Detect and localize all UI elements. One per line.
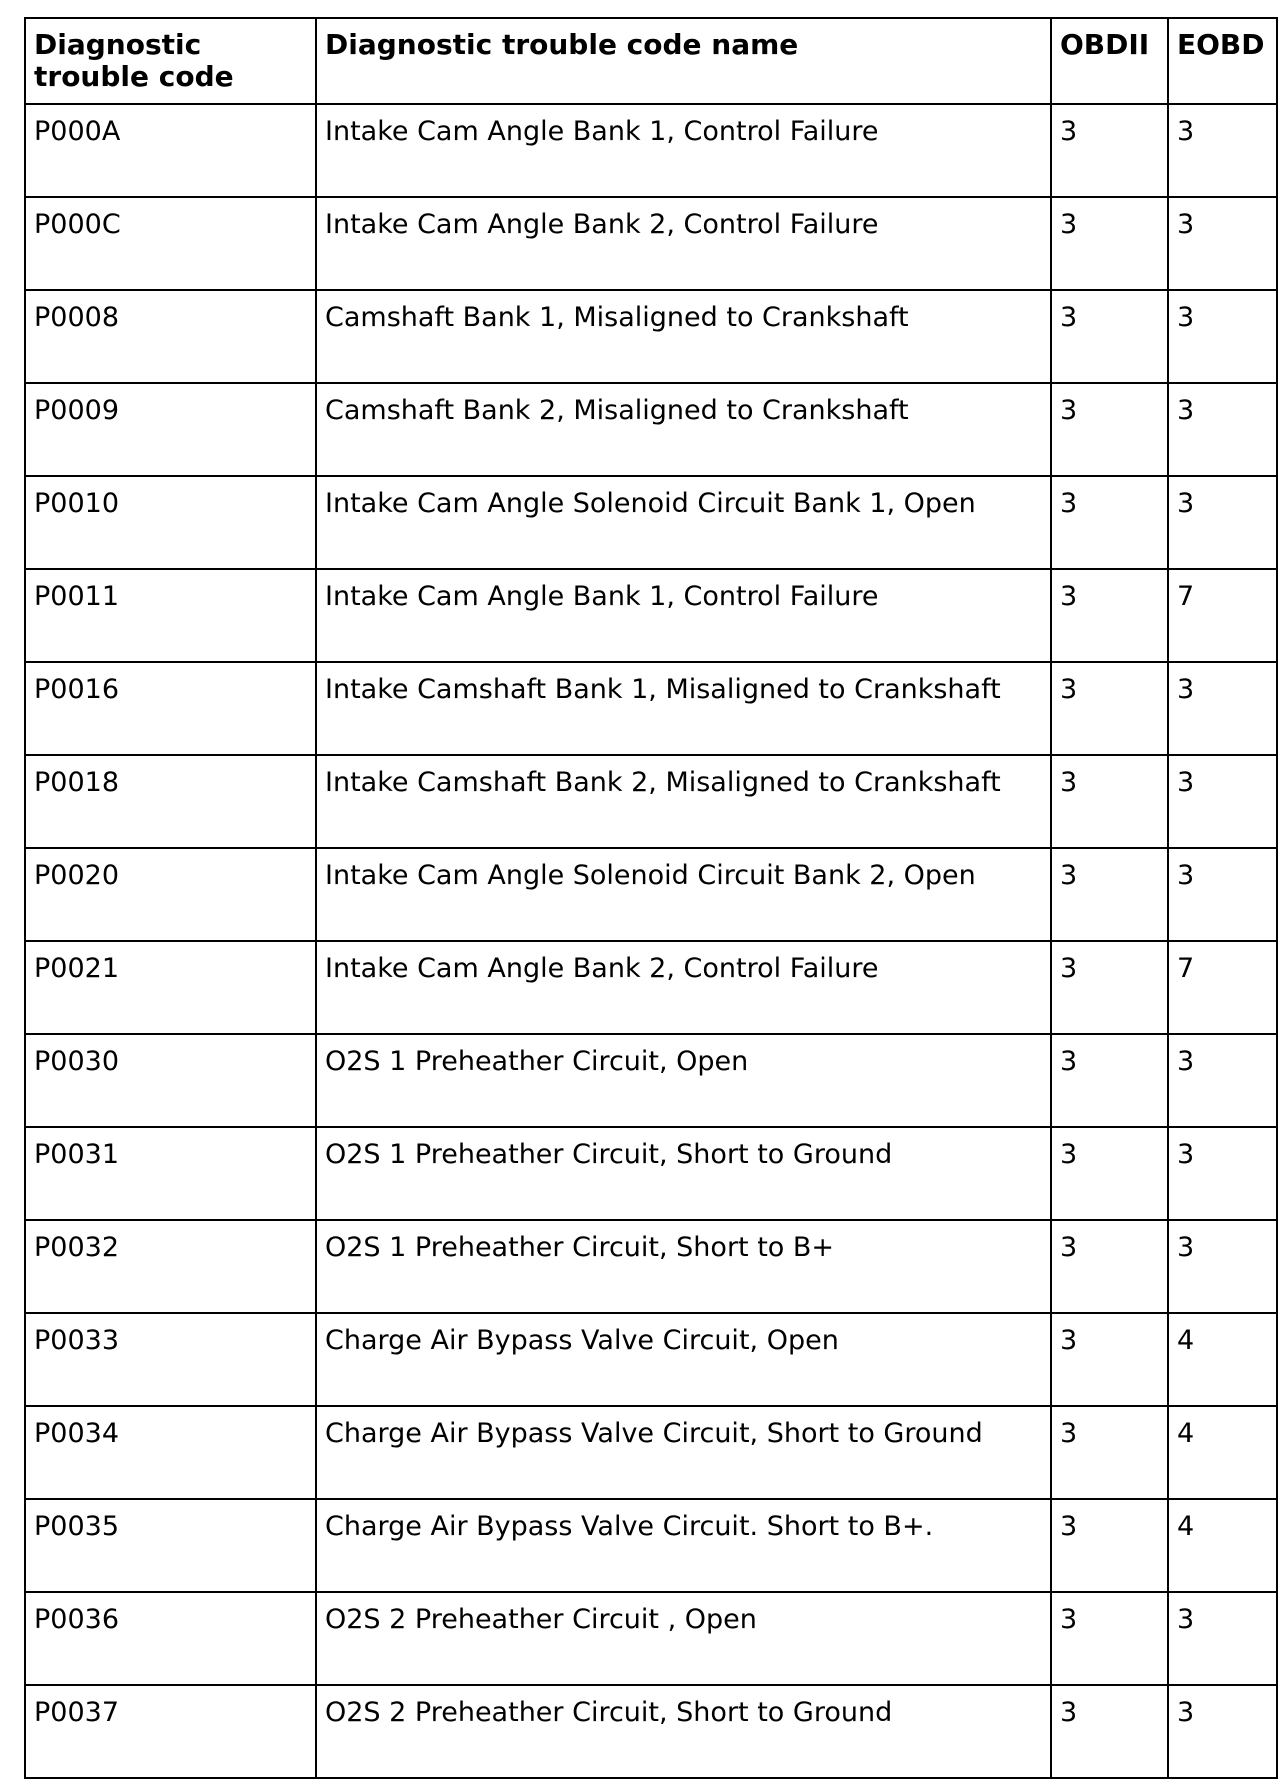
cell-code: P0032 — [25, 1220, 316, 1313]
table-row — [25, 1685, 1277, 1778]
table-row — [25, 941, 1277, 1034]
cell-eobd: 7 — [1168, 941, 1277, 1034]
cell-eobd: 3 — [1168, 1685, 1277, 1778]
cell-code: P0021 — [25, 941, 316, 1034]
table-row — [25, 290, 1277, 383]
cell-obdii: 3 — [1051, 755, 1168, 848]
cell-name: O2S 1 Preheather Circuit, Open — [316, 1034, 1051, 1127]
cell-code: P0030 — [25, 1034, 316, 1127]
cell-code: P0034 — [25, 1406, 316, 1499]
cell-code: P0010 — [25, 476, 316, 569]
cell-eobd: 4 — [1168, 1313, 1277, 1406]
header-obdii: OBDII — [1051, 18, 1168, 104]
cell-obdii: 3 — [1051, 1406, 1168, 1499]
cell-obdii: 3 — [1051, 1127, 1168, 1220]
table-header — [25, 18, 1277, 104]
header-row — [25, 18, 1277, 104]
cell-eobd: 3 — [1168, 662, 1277, 755]
cell-code: P0033 — [25, 1313, 316, 1406]
cell-name: Intake Cam Angle Solenoid Circuit Bank 1, Open — [316, 476, 1051, 569]
cell-name: O2S 2 Preheather Circuit , Open — [316, 1592, 1051, 1685]
cell-code: P0011 — [25, 569, 316, 662]
dtc-table — [24, 17, 1278, 1779]
cell-eobd: 3 — [1168, 476, 1277, 569]
table-row — [25, 1127, 1277, 1220]
cell-code: P0037 — [25, 1685, 316, 1778]
cell-eobd: 3 — [1168, 1034, 1277, 1127]
cell-obdii: 3 — [1051, 569, 1168, 662]
cell-name: O2S 1 Preheather Circuit, Short to B+ — [316, 1220, 1051, 1313]
cell-code: P0035 — [25, 1499, 316, 1592]
table-row — [25, 569, 1277, 662]
cell-eobd: 3 — [1168, 197, 1277, 290]
cell-eobd: 3 — [1168, 1220, 1277, 1313]
header-eobd: EOBD — [1168, 18, 1277, 104]
cell-name: Intake Cam Angle Bank 2, Control Failure — [316, 197, 1051, 290]
cell-eobd: 3 — [1168, 848, 1277, 941]
cell-obdii: 3 — [1051, 1220, 1168, 1313]
cell-eobd: 3 — [1168, 755, 1277, 848]
cell-name: Intake Cam Angle Bank 2, Control Failure — [316, 941, 1051, 1034]
table-row — [25, 383, 1277, 476]
table-row — [25, 662, 1277, 755]
cell-name: Charge Air Bypass Valve Circuit, Open — [316, 1313, 1051, 1406]
cell-code: P0020 — [25, 848, 316, 941]
cell-name: Intake Cam Angle Bank 1, Control Failure — [316, 569, 1051, 662]
cell-code: P000C — [25, 197, 316, 290]
cell-code: P0036 — [25, 1592, 316, 1685]
cell-obdii: 3 — [1051, 476, 1168, 569]
cell-eobd: 3 — [1168, 1127, 1277, 1220]
table-row — [25, 197, 1277, 290]
cell-obdii: 3 — [1051, 941, 1168, 1034]
cell-obdii: 3 — [1051, 848, 1168, 941]
table-row — [25, 1034, 1277, 1127]
cell-eobd: 4 — [1168, 1406, 1277, 1499]
table-row — [25, 104, 1277, 197]
cell-name: O2S 2 Preheather Circuit, Short to Ground — [316, 1685, 1051, 1778]
cell-eobd: 4 — [1168, 1499, 1277, 1592]
cell-name: Intake Camshaft Bank 2, Misaligned to Crankshaft — [316, 755, 1051, 848]
cell-obdii: 3 — [1051, 290, 1168, 383]
cell-obdii: 3 — [1051, 1685, 1168, 1778]
table-body — [25, 104, 1277, 1778]
cell-code: P0031 — [25, 1127, 316, 1220]
cell-obdii: 3 — [1051, 383, 1168, 476]
cell-obdii: 3 — [1051, 1034, 1168, 1127]
cell-obdii: 3 — [1051, 1592, 1168, 1685]
cell-code: P0018 — [25, 755, 316, 848]
header-code: Diagnostic trouble code — [25, 18, 316, 104]
table-row — [25, 476, 1277, 569]
cell-name: Camshaft Bank 2, Misaligned to Crankshaft — [316, 383, 1051, 476]
cell-code: P0009 — [25, 383, 316, 476]
cell-name: Intake Cam Angle Bank 1, Control Failure — [316, 104, 1051, 197]
cell-name: Intake Cam Angle Solenoid Circuit Bank 2, Open — [316, 848, 1051, 941]
cell-name: Camshaft Bank 1, Misaligned to Crankshaft — [316, 290, 1051, 383]
cell-eobd: 3 — [1168, 104, 1277, 197]
table-row — [25, 1220, 1277, 1313]
cell-eobd: 3 — [1168, 1592, 1277, 1685]
table-row — [25, 1313, 1277, 1406]
cell-obdii: 3 — [1051, 1313, 1168, 1406]
table-row — [25, 1592, 1277, 1685]
cell-eobd: 3 — [1168, 290, 1277, 383]
cell-code: P0016 — [25, 662, 316, 755]
cell-obdii: 3 — [1051, 197, 1168, 290]
cell-name: Charge Air Bypass Valve Circuit, Short to Ground — [316, 1406, 1051, 1499]
header-name: Diagnostic trouble code name — [316, 18, 1051, 104]
cell-obdii: 3 — [1051, 1499, 1168, 1592]
cell-name: O2S 1 Preheather Circuit, Short to Ground — [316, 1127, 1051, 1220]
cell-name: Intake Camshaft Bank 1, Misaligned to Crankshaft — [316, 662, 1051, 755]
cell-eobd: 7 — [1168, 569, 1277, 662]
cell-eobd: 3 — [1168, 383, 1277, 476]
table-row — [25, 848, 1277, 941]
table-row — [25, 1499, 1277, 1592]
cell-code: P000A — [25, 104, 316, 197]
cell-name: Charge Air Bypass Valve Circuit. Short to B+. — [316, 1499, 1051, 1592]
cell-code: P0008 — [25, 290, 316, 383]
cell-obdii: 3 — [1051, 104, 1168, 197]
cell-obdii: 3 — [1051, 662, 1168, 755]
table-row — [25, 1406, 1277, 1499]
table-row — [25, 755, 1277, 848]
